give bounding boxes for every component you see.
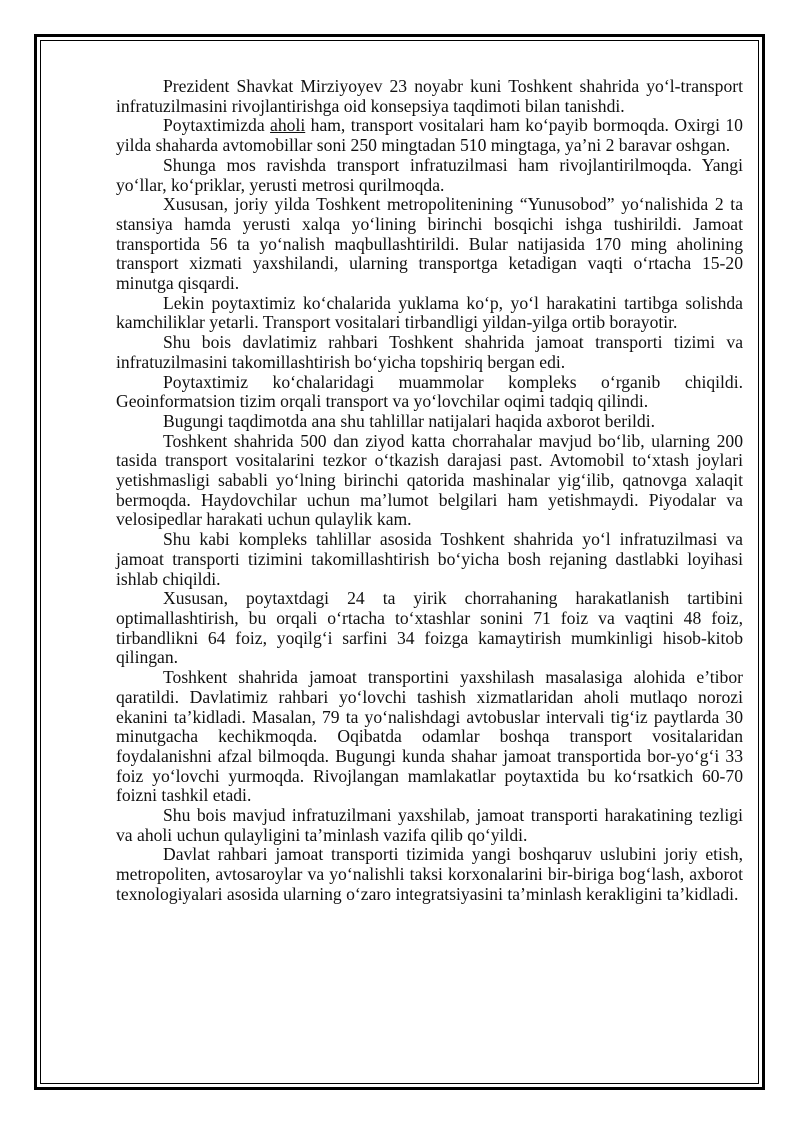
paragraph-1: Prezident Shavkat Mirziyoyev 23 noyabr kuni Toshkent shahrida yo‘l-transport infratuzilmasini rivojlantirishga oid konsepsiya taqdimoti bilan tanishdi. xyxy=(116,76,743,116)
paragraph-14: Davlat rahbari jamoat transporti tizimida yangi boshqaruv uslubini joriy etish, metropoliten, avtosaroylar va yo‘nalishli taksi korxonalarini bir-biriga bog‘lash, axborot texnologiyalari asosida ularning o‘zaro integratsiyasini ta’minlash kerakligini ta’kidladi. xyxy=(116,844,743,904)
paragraph-2 xyxy=(116,116,743,155)
paragraph-10: Shu kabi kompleks tahlillar asosida Toshkent shahrida yo‘l infratuzilmasi va jamoat transporti tizimini takomillashtirish bo‘yicha bosh rejaning dastlabki loyihasi ishlab chiqildi. xyxy=(116,529,743,589)
paragraph-2-start: Poytaxtimizda xyxy=(163,115,271,136)
paragraph-5: Lekin poytaxtimiz ko‘chalarida yuklama ko‘p, yo‘l harakatini tartibga solishda kamchiliklar yetarli. Transport vositalari tirbandligi yildan-yilga ortib borayotir. xyxy=(116,292,743,333)
paragraph-4: Xususan, joriy yilda Toshkent metropolitenining “Yunusobod” yo‘nalishida 2 ta stansiya hamda yerusti xalqa yo‘lining birinchi bosqichi ishga tushirildi. Jamoat transportida 56 ta yo‘nalish maqbullashtirildi. Bular natijasida 170 ming aholining transport xizmati yaxshilandi, ularning transportga ketadigan vaqti o‘rtacha 15-20 minutga qisqardi. xyxy=(116,194,743,294)
paragraph-11: Xususan, poytaxtdagi 24 ta yirik chorrahaning harakatlanish tartibini optimallashtirish, bu orqali o‘rtacha to‘xtashlar sonini 71 foiz va vaqtini 48 foiz, tirbandlikni 64 foiz, yoqilg‘i sarfini 34 foizga kamaytirish mumkinligi hisob-kitob qilingan. xyxy=(116,588,743,668)
paragraph-8: Bugungi taqdimotda ana shu tahlillar natijalari haqida axborot berildi. xyxy=(163,410,656,431)
paragraph-6: Shu bois davlatimiz rahbari Toshkent shahrida jamoat transporti tizimi va infratuzilmasini takomillashtirish bo‘yicha topshiriq bergan edi. xyxy=(116,332,743,372)
document-body xyxy=(116,77,743,905)
paragraph-7: Poytaxtimiz ko‘chalaridagi muammolar kompleks o‘rganib chiqildi. Geoinformatsion tizim orqali transport va yo‘lovchilar oqimi tadqiq qilindi. xyxy=(116,371,743,412)
paragraph-3: Shunga mos ravishda transport infratuzilmasi ham rivojlantirilmoqda. Yangi yo‘llar, ko‘priklar, yerusti metrosi qurilmoqda. xyxy=(116,154,743,195)
paragraph-9: Toshkent shahrida 500 dan ziyod katta chorrahalar mavjud bo‘lib, ularning 200 tasida transport vositalarini tezkor o‘tkazish darajasi past. Avtomobil to‘xtash joylari yetishmasligi sababli yo‘lning birinchi qatorida mashinalar yig‘ilib, qatnovga xalaqit bermoqda. Haydovchilar uchun ma’lumot belgilari ham yetishmaydi. Piyodalar va velosipedlar harakati uchun qulaylik kam. xyxy=(116,430,743,530)
paragraph-12: Toshkent shahrida jamoat transportini yaxshilash masalasiga alohida e’tibor qaratildi. Davlatimiz rahbari yo‘lovchi tashish xizmatlaridan aholi mutlaqo norozi ekanini ta’kidladi. Masalan, 79 ta yo‘nalishdagi avtobuslar intervali tig‘iz paytlarda 30 minutgacha kechikmoqda. Oqibatda odamlar boshqa transport vositalaridan foydalanishni afzal bilmoqda. Bugungi kunda shahar jamoat transportida bor-yo‘g‘i 33 foiz yo‘lovchi yurmoqda. Rivojlangan mamlakatlar poytaxtida bu ko‘rsatkich 60-70 foizni tashkil etadi. xyxy=(116,667,743,806)
underlined-word: aholi xyxy=(270,115,306,136)
paragraph-2-rest: ham, transport vositalari ham ko‘payib bormoqda. Oxirgi 10 yilda shaharda avtomobillar soni 250 mingtadan 510 mingtaga, ya’ni 2 baravar oshgan. xyxy=(116,115,743,156)
paragraph-13: Shu bois mavjud infratuzilmani yaxshilab, jamoat transporti harakatining tezligi va aholi uchun qulayligini ta’minlash vazifa qilib qo‘yildi. xyxy=(116,805,743,845)
